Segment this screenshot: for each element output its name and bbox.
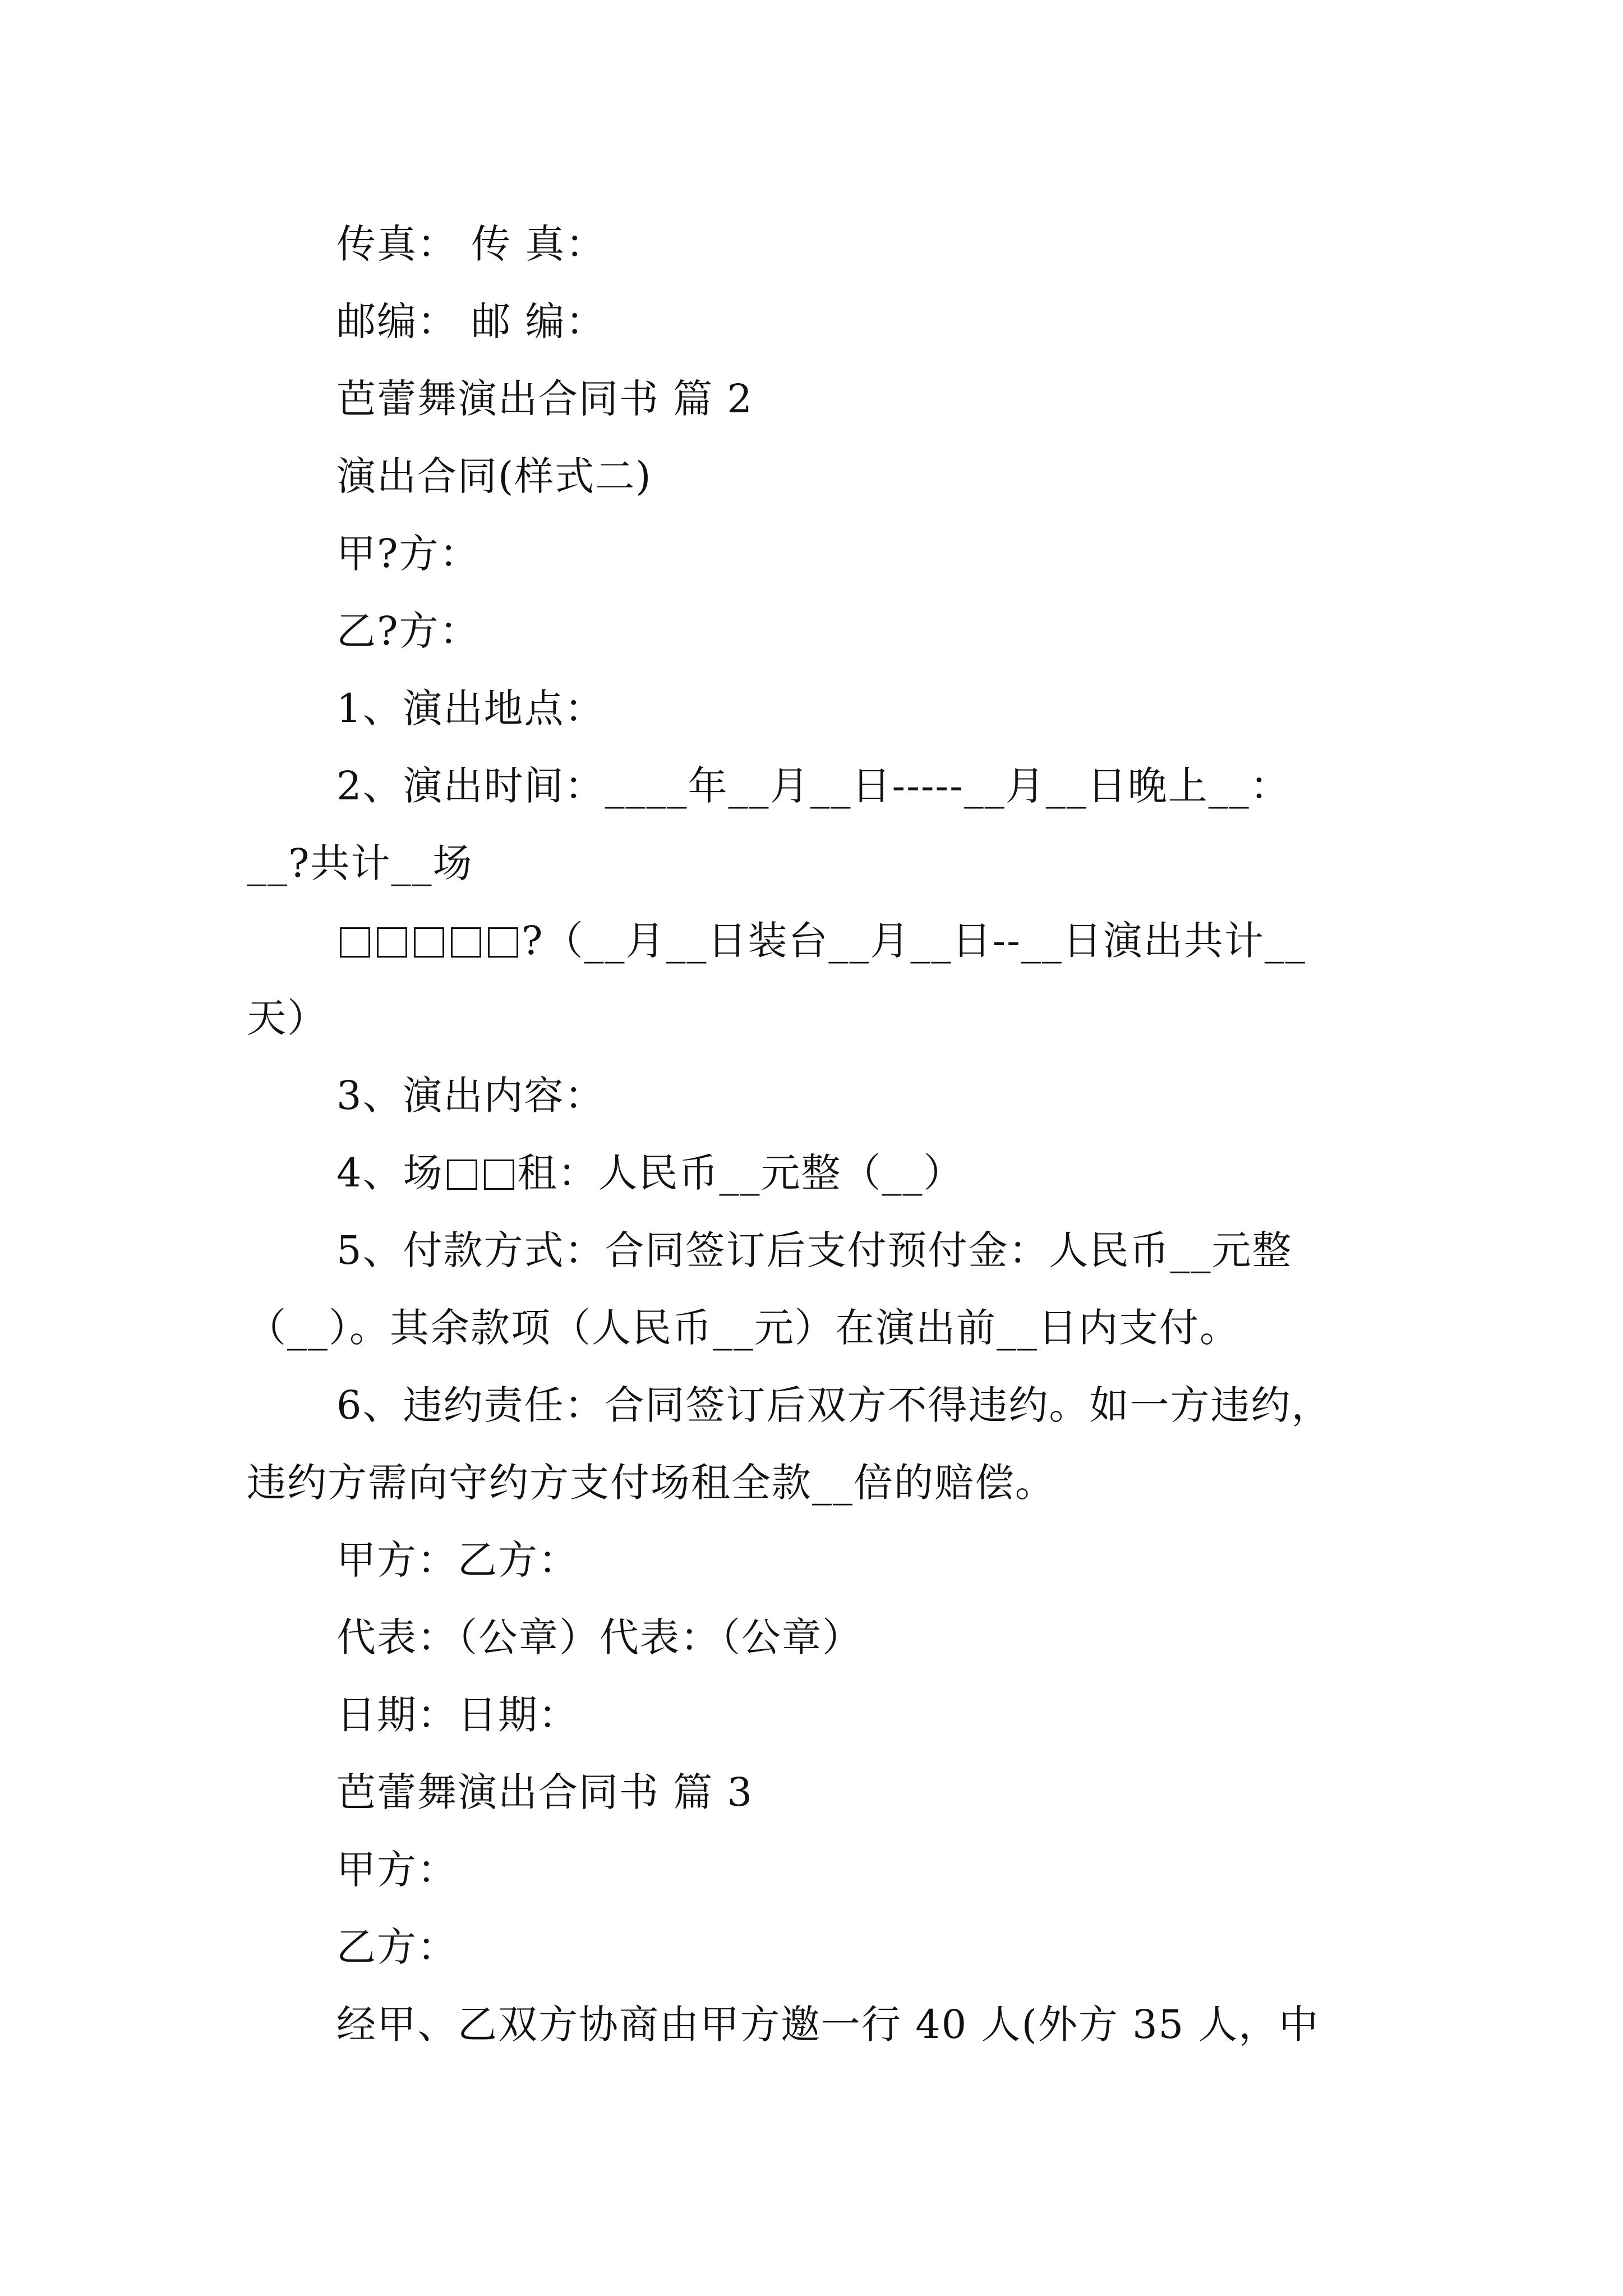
document-body — [247, 212, 1391, 2070]
line-text: 乙?方： — [336, 608, 480, 654]
clause-5-payment-cont — [247, 1296, 1391, 1373]
line-text: __?共计__场 — [247, 840, 473, 886]
clause-6-breach — [247, 1373, 1391, 1451]
clause-2-time — [247, 754, 1391, 831]
clause-4-rent — [247, 1141, 1391, 1218]
placeholder-box — [447, 1159, 477, 1190]
placeholder-box — [451, 927, 481, 958]
line-text: 甲方：乙方： — [336, 1537, 579, 1583]
line-text: ?（__月__日装台__月__日--__日演出共计__ — [522, 918, 1306, 964]
postcode-line — [247, 289, 1391, 367]
clause-6-breach-cont — [247, 1451, 1391, 1528]
party-a-line — [247, 522, 1391, 599]
placeholder-box — [488, 927, 518, 958]
clause-2-setup — [247, 909, 1391, 986]
line-text: 1、演出地点： — [336, 685, 605, 731]
line-text: 2、演出时间：____年__月__日-----__月__日晚上__： — [336, 763, 1290, 809]
line-text: 代表：（公章）代表：（公章） — [336, 1614, 863, 1660]
signature-parties — [247, 1528, 1391, 1605]
party-a-line-3 — [247, 1838, 1391, 1915]
line-prefix: 4、场 — [336, 1150, 444, 1196]
line-text: 邮编： 邮 编： — [336, 298, 606, 344]
line-text: 甲方： — [336, 1847, 458, 1893]
clause-2-time-cont — [247, 831, 1391, 909]
placeholder-box — [414, 927, 444, 958]
party-b-line-3 — [247, 1915, 1391, 1993]
line-text: 甲?方： — [336, 531, 480, 577]
section-heading-3 — [247, 1760, 1391, 1838]
fax-line — [247, 212, 1391, 289]
line-text: 芭蕾舞演出合同书 篇 3 — [336, 1769, 754, 1815]
line-text: 传真： 传 真： — [336, 221, 606, 267]
line-text: 租：人民币__元整（__） — [517, 1150, 964, 1196]
party-b-line — [247, 599, 1391, 677]
line-text: 演出合同(样式二) — [336, 453, 652, 499]
signature-dates — [247, 1683, 1391, 1760]
line-text: 经甲、乙双方协商由甲方邀一行 40 人(外方 35 人，中 — [336, 2001, 1320, 2047]
line-text: 芭蕾舞演出合同书 篇 2 — [336, 376, 754, 422]
placeholder-box — [340, 927, 370, 958]
line-text: 3、演出内容： — [336, 1073, 605, 1119]
clause-3-content — [247, 1064, 1391, 1141]
line-text: 日期：日期： — [336, 1692, 579, 1738]
line-text: 乙方： — [336, 1924, 458, 1970]
contract-title — [247, 444, 1391, 522]
clause-1-venue — [247, 677, 1391, 754]
line-text: 5、付款方式：合同签订后支付预付金：人民币__元整 — [336, 1227, 1293, 1273]
line-text: （__）。其余款项（人民币__元）在演出前__日内支付。 — [247, 1305, 1240, 1351]
placeholder-box — [484, 1159, 514, 1190]
placeholder-box — [377, 927, 407, 958]
signature-representatives — [247, 1605, 1391, 1683]
line-text: 6、违约责任：合同签订后双方不得违约。如一方违约， — [336, 1382, 1332, 1428]
agreement-paragraph — [247, 1993, 1391, 2070]
section-heading-2 — [247, 367, 1391, 444]
clause-5-payment — [247, 1218, 1391, 1296]
line-text: 违约方需向守约方支付场租全款__倍的赔偿。 — [247, 1460, 1055, 1506]
clause-2-setup-cont — [247, 986, 1391, 1064]
line-text: 天） — [247, 995, 328, 1041]
